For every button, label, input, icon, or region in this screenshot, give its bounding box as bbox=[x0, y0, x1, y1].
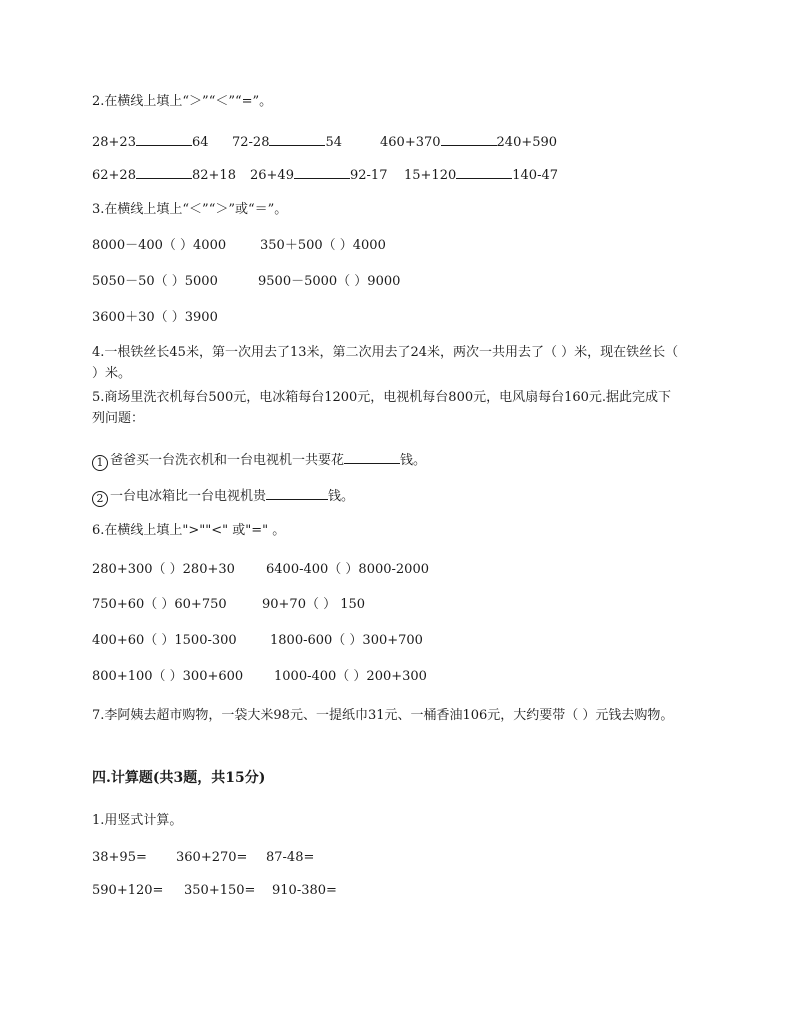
q2-row-2 bbox=[92, 166, 692, 182]
q3-item-3: 5050－50（ ）5000 bbox=[92, 274, 218, 289]
q2-item-3: 460+370 240+590 bbox=[380, 135, 558, 150]
q6-item-1: 280+300（ ）280+30 bbox=[92, 562, 235, 577]
q6-item-3: 750+60（ ）60+750 bbox=[92, 597, 227, 612]
calc-item-3: 87-48= bbox=[266, 850, 315, 865]
answer-blank[interactable] bbox=[294, 166, 350, 179]
q6-row-2 bbox=[92, 597, 692, 613]
q6-item-4: 90+70（ ） 150 bbox=[262, 597, 366, 612]
q6-row-4 bbox=[92, 669, 692, 685]
q6-row-3 bbox=[92, 633, 692, 649]
calc-item-2: 360+270= bbox=[176, 850, 248, 865]
q6-item-2: 6400-400（ ）8000-2000 bbox=[266, 562, 429, 577]
q3-row-1 bbox=[92, 238, 692, 254]
q2-item-5: 26+49 92-17 bbox=[250, 168, 388, 183]
q6-item-6: 1800-600（ ）300+700 bbox=[270, 633, 423, 648]
calc-item-5: 350+150= bbox=[184, 883, 256, 898]
q7-text: 7.李阿姨去超市购物，一袋大米98元、一提纸巾31元、一桶香油106元，大约要带（ ）元钱去购物。 bbox=[92, 708, 674, 723]
q6-item-7: 800+100（ ）300+600 bbox=[92, 669, 244, 684]
calc-row-1 bbox=[92, 850, 692, 866]
circled-number: 1 bbox=[92, 455, 108, 471]
answer-blank[interactable] bbox=[441, 133, 497, 146]
q2-title: 2.在横线上填上“＞”“＜”“=”。 bbox=[92, 94, 273, 109]
answer-blank[interactable] bbox=[344, 451, 400, 464]
q2-item-1: 28+23 64 bbox=[92, 135, 209, 150]
q3-title: 3.在横线上填上“＜”“＞”或“＝”。 bbox=[92, 202, 288, 217]
q5-text: 5.商场里洗衣机每台500元，电冰箱每台1200元，电视机每台800元，电风扇每台160元.据此完成下列问题： bbox=[92, 390, 672, 426]
q6-row-1 bbox=[92, 562, 692, 578]
q3-item-2: 350＋500（ ）4000 bbox=[260, 238, 386, 253]
answer-blank[interactable] bbox=[136, 133, 192, 146]
q2-row-1 bbox=[92, 133, 692, 149]
q5-sub-1: 1 爸爸买一台洗衣机和一台电视机一共要花 钱。 bbox=[92, 451, 426, 471]
q2-item-4: 62+28 82+18 bbox=[92, 168, 236, 183]
q5-sub-2: 2 一台电冰箱比一台电视机贵 钱。 bbox=[92, 487, 354, 507]
answer-blank[interactable] bbox=[269, 133, 325, 146]
calc-item-6: 910-380= bbox=[272, 883, 337, 898]
q6-title: 6.在横线上填上">""<" 或"=" 。 bbox=[92, 523, 286, 538]
answer-blank[interactable] bbox=[136, 166, 192, 179]
q6-item-8: 1000-400（ ）200+300 bbox=[274, 669, 427, 684]
calc-row-2 bbox=[92, 883, 692, 899]
q3-item-1: 8000－400（ ）4000 bbox=[92, 238, 227, 253]
answer-blank[interactable] bbox=[456, 166, 512, 179]
q3-item-5: 3600＋30（ ）3900 bbox=[92, 310, 218, 325]
q2-item-2: 72-28 54 bbox=[232, 135, 343, 150]
circled-number: 2 bbox=[92, 491, 108, 507]
q6-item-5: 400+60（ ）1500-300 bbox=[92, 633, 237, 648]
q3-item-4: 9500－5000（ ）9000 bbox=[258, 274, 401, 289]
answer-blank[interactable] bbox=[266, 487, 328, 500]
q2-item-6: 15+120 140-47 bbox=[404, 168, 558, 183]
calc-item-1: 38+95= bbox=[92, 850, 147, 865]
q4-text: 4.一根铁丝长45米，第一次用去了13米，第二次用去了24米，两次一共用去了（ ）米，现在铁丝长（ ）米。 bbox=[92, 345, 679, 381]
q3-row-2 bbox=[92, 274, 692, 290]
calc-title: 1.用竖式计算。 bbox=[92, 813, 183, 828]
section-heading: 四.计算题(共3题，共15分) bbox=[92, 770, 266, 786]
calc-item-4: 590+120= bbox=[92, 883, 164, 898]
